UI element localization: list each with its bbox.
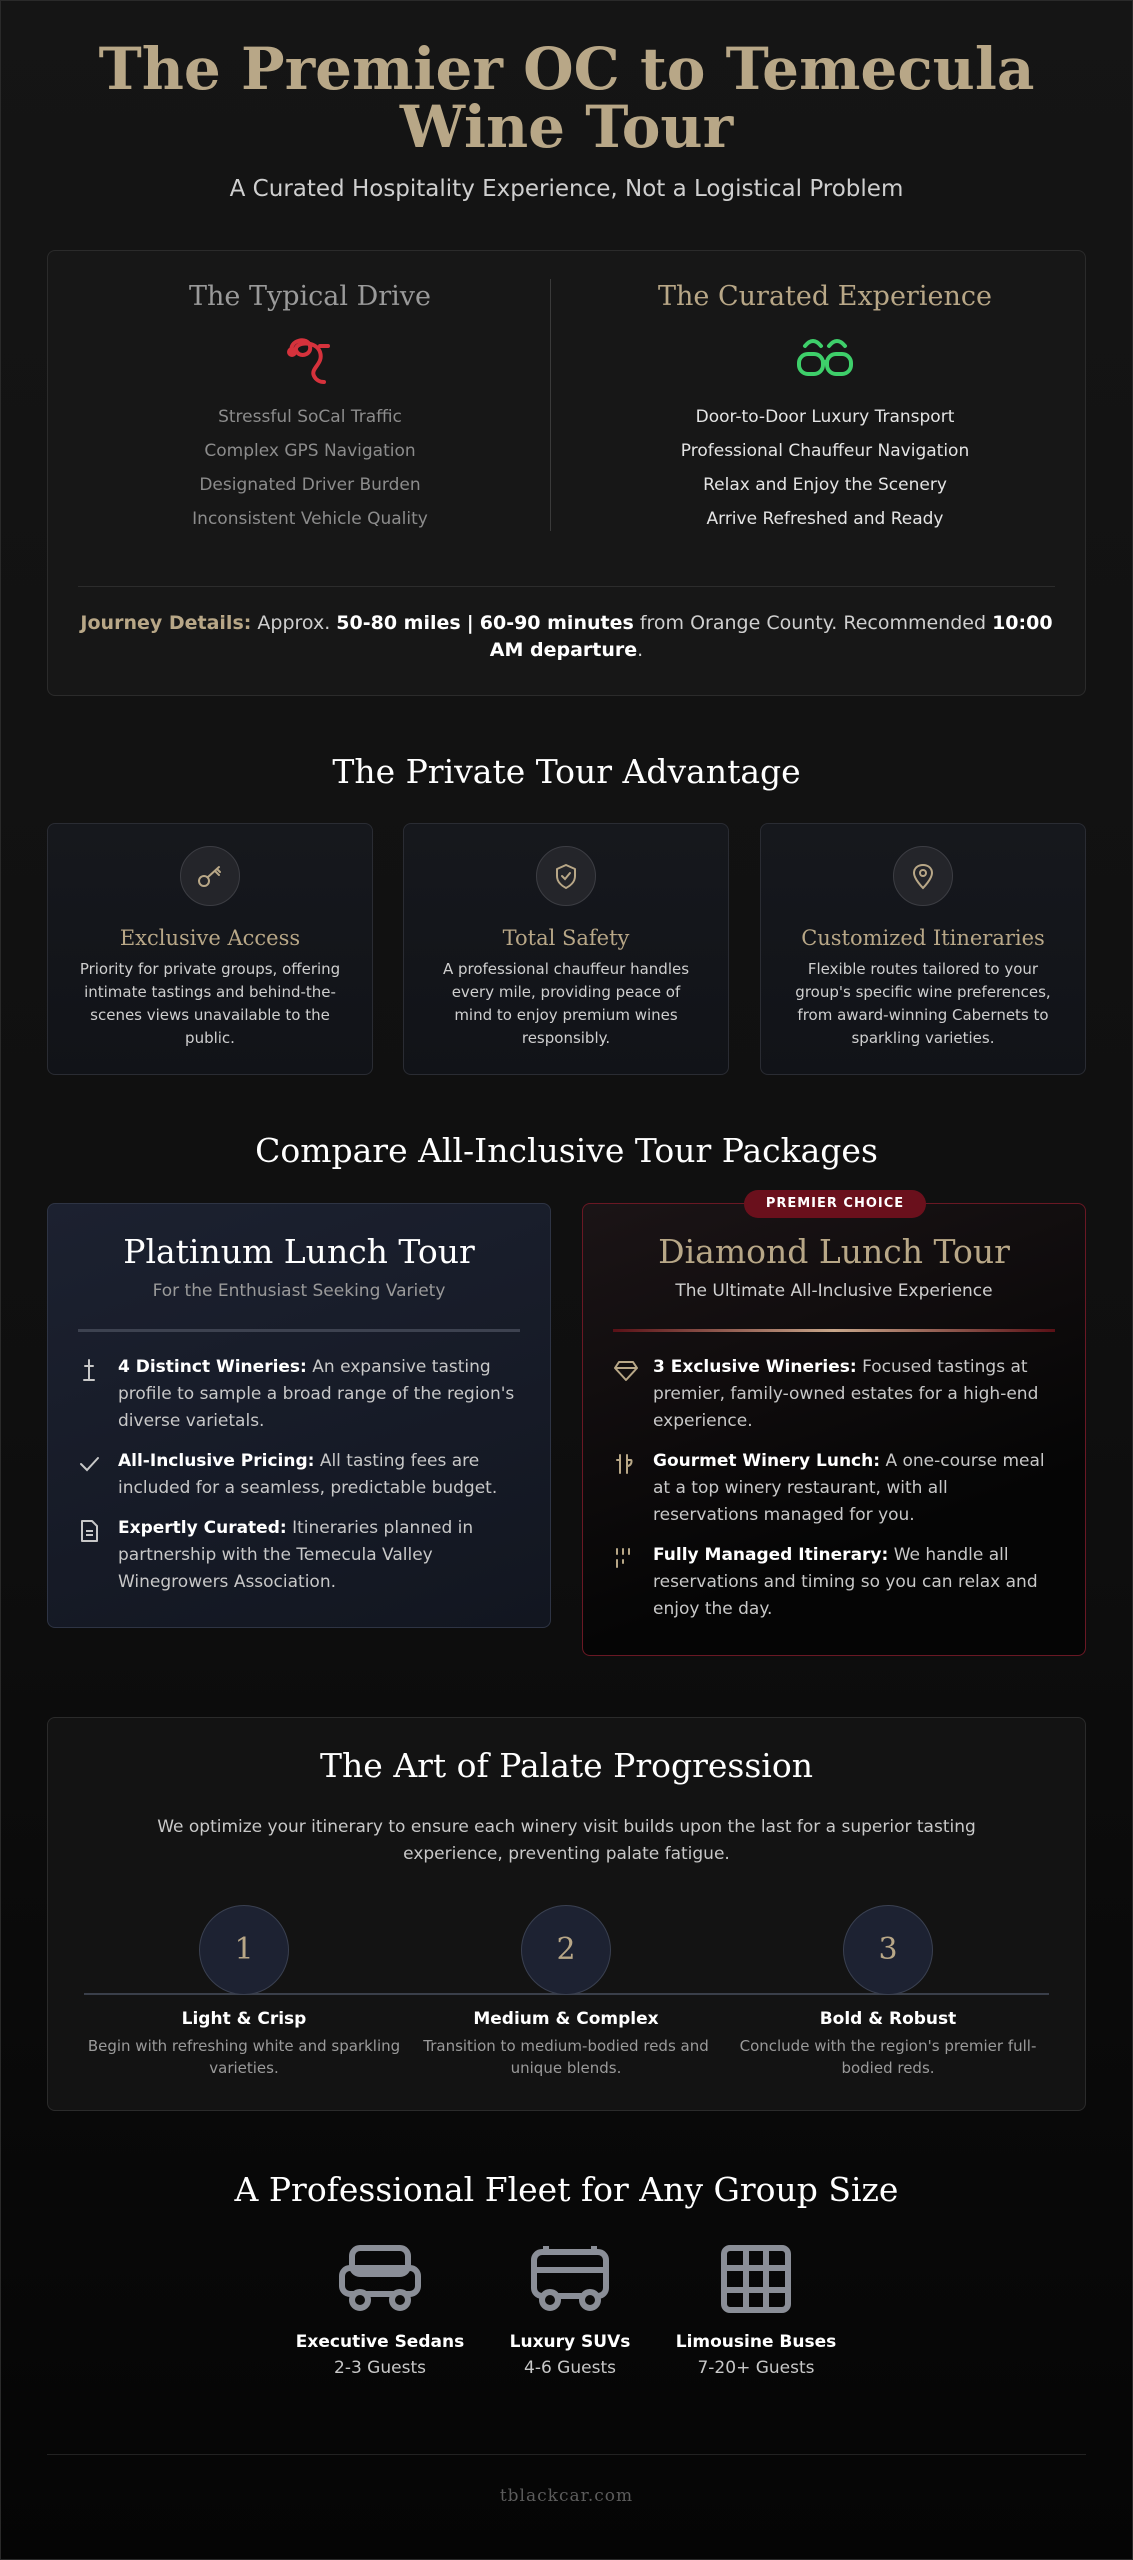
bus-icon [714,2244,798,2314]
fleet-section-title: A Professional Fleet for Any Group Size [234,2170,899,2209]
shield-check-icon [551,861,581,891]
fleet-capacity: 7-20+ Guests [697,2358,815,2378]
feature-bold: 4 Distinct Wineries: [118,1357,307,1377]
advantage-title: Total Safety [502,926,630,950]
palate-intro: We optimize your itinerary to ensure each winery visit builds upon the last for a superior tasting experience, preventing palate fatigue. [157,1817,976,1864]
package-tagline: For the Enthusiast Seeking Variety [152,1281,446,1301]
platinum-package-card[interactable] [47,1203,551,1628]
palate-step-1 [84,1905,404,2079]
palate-step-2 [406,1905,726,2079]
list-item: Door-to-Door Luxury Transport [695,407,955,427]
advantage-text: Priority for private groups, offering intimate tastings and behind-the-scenes views unavailable to the public. [79,960,341,1047]
palate-step-3 [728,1905,1048,2079]
package-feature [613,1448,1055,1529]
advantage-title: Customized Itineraries [801,926,1045,950]
advantage-section-title: The Private Tour Advantage [332,752,801,791]
footer-divider [47,2454,1086,2455]
journey-divider [78,586,1055,587]
footer-site-link[interactable]: tblackcar.com [499,2486,634,2506]
fleet-capacity: 2-3 Guests [334,2358,426,2378]
packages-section-title: Compare All-Inclusive Tour Packages [255,1131,878,1170]
package-name: Diamond Lunch Tour [658,1232,1010,1271]
diamond-icon [613,1358,639,1382]
step-number: 1 [199,1905,289,1995]
package-tagline: The Ultimate All-Inclusive Experience [675,1281,993,1301]
step-text: Transition to medium-bodied reds and unique blends. [423,2037,709,2077]
list-item: Designated Driver Burden [199,475,421,495]
curated-experience-column [585,281,1065,536]
tangled-route-icon [280,332,340,388]
advantage-card-exclusive-access [47,823,373,1075]
feature-bold: Fully Managed Itinerary: [653,1545,889,1565]
curated-experience-list [585,400,1065,536]
list-item: Relax and Enjoy the Scenery [703,475,947,495]
advantage-title: Exclusive Access [119,926,301,950]
step-number: 3 [843,1905,933,1995]
journey-details [78,610,1055,664]
column-divider [550,279,551,531]
fleet-label: Luxury SUVs [509,2332,631,2352]
feature-bold: Expertly Curated: [118,1518,287,1538]
journey-separator: | [466,612,474,634]
fleet-label: Limousine Buses [675,2332,837,2352]
list-item: Arrive Refreshed and Ready [706,509,944,529]
feature-text: All tasting fees are included for a seamless, predictable budget. [118,1451,498,1498]
typical-drive-title: The Typical Drive [189,281,431,312]
wine-glass-icon [78,1358,100,1382]
premier-choice-badge: PREMIER CHOICE [744,1190,926,1218]
fleet-item-buses [646,2244,866,2378]
glasses-icon [795,332,855,388]
package-divider [613,1329,1055,1332]
page-title-line-2: Wine Tour [399,93,734,161]
check-icon [78,1452,100,1476]
feature-text: Itineraries planned in partnership with the Temecula Valley Winegrowers Association. [118,1518,474,1592]
suv-icon [528,2244,612,2314]
feature-bold: Gourmet Winery Lunch: [653,1451,881,1471]
journey-period: . [637,639,644,661]
page-title [0,35,1133,161]
step-text: Begin with refreshing white and sparkling varieties. [87,2037,401,2077]
key-icon [195,861,225,891]
fleet-item-sedans [270,2244,490,2378]
package-feature [613,1354,1055,1435]
package-feature [78,1354,520,1435]
curated-experience-title: The Curated Experience [658,281,992,312]
advantage-card-customized-itineraries [760,823,1086,1075]
package-feature [78,1448,520,1502]
journey-label: Journey Details: [80,612,252,634]
journey-text: from Orange County. Recommended [639,612,987,634]
list-item: Complex GPS Navigation [204,441,416,461]
diamond-package-card[interactable] [582,1196,1086,1656]
journey-minutes: 60-90 minutes [479,612,634,634]
feature-text: We handle all reservations and timing so you can relax and enjoy the day. [653,1545,1038,1619]
package-name: Platinum Lunch Tour [123,1232,475,1271]
palate-section-title: The Art of Palate Progression [320,1746,813,1785]
fleet-label: Executive Sedans [295,2332,465,2352]
package-feature [613,1542,1055,1623]
step-title: Bold & Robust [819,2009,957,2029]
advantage-icon-circle [536,846,596,906]
step-number: 2 [521,1905,611,1995]
typical-drive-column [70,281,550,536]
feature-bold: All-Inclusive Pricing: [118,1451,315,1471]
step-title: Light & Crisp [181,2009,307,2029]
list-item: Stressful SoCal Traffic [218,407,402,427]
package-feature [78,1515,520,1596]
list-item: Professional Chauffeur Navigation [680,441,970,461]
feature-text: A one-course meal at a top winery restaurant, with all reservations managed for you. [653,1451,1045,1525]
typical-drive-list [70,400,550,536]
journey-text: Approx. [257,612,331,634]
journey-miles: 50-80 miles [336,612,461,634]
document-icon [78,1519,100,1543]
sedan-icon [338,2244,422,2314]
step-text: Conclude with the region's premier full-bodied reds. [739,2037,1037,2077]
map-pin-icon [908,861,938,891]
advantage-text: Flexible routes tailored to your group's specific wine preferences, from award-winning Cabernets to sparkling varieties. [795,960,1051,1047]
advantage-icon-circle [180,846,240,906]
advantage-card-total-safety [403,823,729,1075]
list-item: Inconsistent Vehicle Quality [192,509,428,529]
package-divider [78,1329,520,1332]
feature-text: An expansive tasting profile to sample a broad range of the region's diverse varietals. [118,1357,515,1431]
feature-bold: 3 Exclusive Wineries: [653,1357,857,1377]
page-title-line-1: The Premier OC to Temecula [98,35,1035,103]
utensils-icon [613,1452,635,1476]
page-subtitle: A Curated Hospitality Experience, Not a Logistical Problem [229,176,904,202]
comparison-card [47,250,1086,696]
step-title: Medium & Complex [473,2009,659,2029]
feature-text: Focused tastings at premier, family-owned estates for a high-end experience. [653,1357,1039,1431]
advantage-icon-circle [893,846,953,906]
schedule-icon [613,1546,635,1570]
advantage-text: A professional chauffeur handles every mile, providing peace of mind to enjoy premium wines responsibly. [442,960,690,1047]
fleet-capacity: 4-6 Guests [524,2358,616,2378]
journey-departure: 10:00 AM departure [489,612,1053,661]
